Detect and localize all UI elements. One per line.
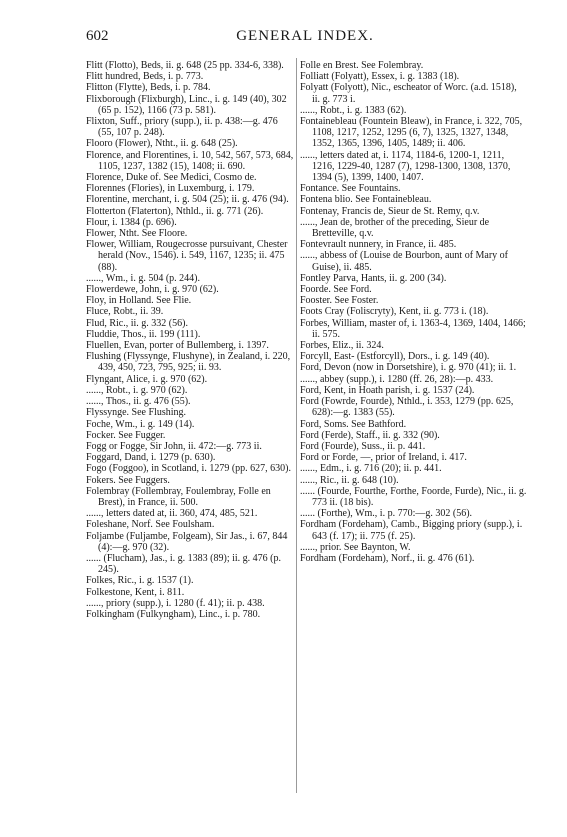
index-entry: Fontance. See Fountains.	[300, 183, 401, 195]
right-column	[300, 60, 527, 564]
index-entry: ......, Thos., ii. g. 476 (55).	[86, 396, 191, 408]
index-entry: Flowerdewe, John, i. g. 970 (62).	[86, 284, 219, 296]
index-entry: Flour, i. 1384 (p. 696).	[86, 216, 177, 228]
index-entry: Folle en Brest. See Folembray.	[300, 60, 424, 71]
index-entry: Flud, Ric., ii. g. 332 (56).	[86, 317, 188, 329]
index-entry: Ford, Kent, in Hoath parish, i. g. 1537 (24).	[300, 384, 475, 396]
index-entry: Forbes, Eliz., ii. 324.	[300, 340, 384, 352]
index-entry: ......, Ric., ii. g. 648 (10).	[300, 474, 399, 486]
index-entry: Ford (Fowrde, Fourde), Nthld., i. 353, 1279 (pp. 625, 628):—g. 1383 (55).	[300, 396, 514, 419]
index-entry: Fluddie, Thos., ii. 199 (111).	[86, 328, 201, 340]
index-entry: Foleshane, Norf. See Foulsham.	[86, 519, 215, 531]
index-entry: Flooro (Flower), Ntht., ii. g. 648 (25).	[86, 138, 238, 150]
index-entry: Folkes, Ric., i. g. 1537 (1).	[86, 575, 194, 587]
index-entry: Foggard, Dand, i. 1279 (p. 630).	[86, 452, 216, 464]
index-entry: Flyssynge. See Flushing.	[86, 407, 187, 419]
index-entry: ......, Robt., i. g. 970 (62).	[86, 384, 188, 396]
index-entry: ......, abbey (supp.), i. 1280 (ff. 26, 28):—p. 433.	[300, 373, 494, 385]
index-entry: Foots Cray (Foliscryty), Kent, ii. g. 773 i. (18).	[300, 306, 489, 318]
index-entry: Florence, and Florentines, i. 10, 542, 567, 573, 684, 1105, 1237, 1382 (15), 1408; ii. 690.	[86, 149, 294, 172]
index-entry: Flushing (Flyssynge, Flushyne), in Zealand, i. 220, 439, 450, 723, 795, 925; ii. 93.	[86, 351, 291, 374]
index-entry: Foorde. See Ford.	[300, 284, 372, 296]
index-entry: Ford, Soms. See Bathford.	[300, 418, 407, 430]
index-entry: ...... (Forthe), Wm., i. p. 770:—g. 302 (56).	[300, 508, 473, 520]
index-entry: Flixton, Suff., priory (supp.), ii. p. 438:—g. 476 (55, 107 p. 248).	[86, 116, 278, 139]
page-header	[86, 28, 524, 46]
index-entry: Flitton (Flytte), Beds, i. p. 784.	[86, 82, 211, 94]
index-entry: Ford, Devon (now in Dorsetshire), i. g. 970 (41); ii. 1.	[300, 362, 517, 374]
index-entry: Folyatt (Folyott), Nic., escheator of Worc. (a.d. 1518), ii. g. 773 i.	[300, 82, 517, 105]
index-entry: ......, letters dated at, i. 1174, 1184-6, 1200-1, 1211, 1216, 1229-40, 1287 (7), 1298-1300, 1308, 1370, 1394 (5), 1399, 1400, 1407.	[300, 149, 511, 184]
index-entry: Folkestone, Kent, i. 811.	[86, 586, 185, 598]
left-column	[86, 60, 296, 620]
index-entry: Flitt (Flotto), Beds, ii. g. 648 (25 pp. 334-6, 338).	[86, 60, 284, 71]
index-entry: Folembray (Follembray, Foulembray, Folle en Brest), in France, ii. 500.	[86, 485, 271, 508]
index-entry: ...... (Flucham), Jas., i. g. 1383 (89); ii. g. 476 (p. 245).	[86, 552, 281, 576]
index-entry: Folliatt (Folyatt), Essex, i. g. 1383 (18).	[300, 71, 460, 83]
index-entry: Fordham (Fordeham), Norf., ii. g. 476 (61).	[300, 552, 475, 564]
index-entry: Fontenay, Francis de, Sieur de St. Remy, q.v.	[300, 205, 480, 217]
index-entry: ......, Robt., i. g. 1383 (62).	[300, 104, 407, 116]
index-entry: Ford (Ferde), Staff., ii. g. 332 (90).	[300, 429, 440, 441]
index-entry: Focker. See Fugger.	[86, 429, 166, 441]
index-entry: Forbes, William, master of, i. 1363-4, 1369, 1404, 1466; ii. 575.	[300, 317, 526, 340]
index-entry: Fordham (Fordeham), Camb., Bigging priory (supp.), i. 643 (f. 17); ii. 775 (f. 25).	[300, 519, 523, 542]
index-entry: Fogg or Fogge, Sir John, ii. 472:—g. 773 ii.	[86, 440, 262, 452]
index-entry: ......, letters dated at, ii. 360, 474, 485, 521.	[86, 508, 258, 520]
index-entry: Fontena blio. See Fontainebleau.	[300, 194, 432, 206]
index-entry: Flyngant, Alice, i. g. 970 (62).	[86, 373, 208, 385]
index-entry: Florennes (Flories), in Luxemburg, i. 179.	[86, 183, 255, 195]
index-entry: Fontainebleau (Fountein Bleaw), in France, i. 322, 705, 1108, 1217, 1252, 1295 (6, 7), 1325, 1327, 1348, 1352, 1365, 1396, 1405, 1489; ii. 406.	[300, 116, 523, 150]
index-entry: Ford or Forde, —, prior of Ireland, i. 417.	[300, 452, 467, 464]
page-number: 602	[86, 28, 109, 44]
index-entry: Fooster. See Foster.	[300, 295, 379, 307]
page-title: GENERAL INDEX.	[236, 28, 374, 44]
index-entry: Florence, Duke of. See Medici, Cosmo de.	[86, 172, 257, 184]
index-entry: Floy, in Holland. See Flie.	[86, 295, 192, 307]
index-entry: Flower, William, Rougecrosse pursuivant, Chester herald (Nov., 1546). i. 549, 1167, 1235; ii. 475 (88).	[86, 239, 288, 273]
index-entry: Fontley Parva, Hants, ii. g. 200 (34).	[300, 272, 447, 284]
index-entry: ......, abbess of (Louise de Bourbon, aunt of Mary of Guise), ii. 485.	[300, 250, 509, 273]
index-entry: ...... (Fourde, Fourthe, Forthe, Foorde, Furde), Nic., ii. g. 773 ii. (18 bis).	[300, 485, 527, 508]
index-entry: Flixborough (Flixburgh), Linc., i. g. 149 (40), 302 (65 p. 152), 1166 (73 p. 581).	[86, 93, 287, 116]
index-entry: Fluellen, Evan, porter of Bullemberg, i. 1397.	[86, 340, 269, 352]
index-entry: Ford (Fourde), Suss., ii. p. 441.	[300, 440, 426, 452]
index-entry: Florentine, merchant, i. g. 504 (25); ii. g. 476 (94).	[86, 194, 289, 206]
index-entry: ......, Edm., i. g. 716 (20); ii. p. 441.	[300, 463, 442, 475]
column-divider	[296, 58, 297, 793]
index-entry: Foljambe (Fuljambe, Folgeam), Sir Jas., i. 67, 844 (4):—g. 970 (32).	[86, 530, 288, 553]
index-entry: Folkingham (Fulkyngham), Linc., i. p. 780.	[86, 608, 261, 620]
index-entry: ......, Jean de, brother of the preceding, Sieur de Bretteville, q.v.	[300, 216, 490, 240]
index-entry: ......, priory (supp.), i. 1280 (f. 41); ii. p. 438.	[86, 597, 265, 609]
index-entry: ......, prior. See Baynton, W.	[300, 541, 411, 553]
index-entry: Fontevrault nunnery, in France, ii. 485.	[300, 239, 457, 251]
index-entry: Fluce, Robt., ii. 39.	[86, 306, 164, 318]
index-entry: Fogo (Foggoo), in Scotland, i. 1279 (pp. 627, 630).	[86, 463, 291, 475]
index-entry: Forcyll, East- (Estforcyll), Dors., i. g. 149 (40).	[300, 351, 490, 363]
index-entry: ......, Wm., i. g. 504 (p. 244).	[86, 272, 200, 284]
index-entry: Fokers. See Fuggers.	[86, 474, 170, 486]
index-entry: Foche, Wm., i. g. 149 (14).	[86, 418, 195, 430]
index-entry: Flower, Ntht. See Floore.	[86, 228, 188, 240]
index-entry: Flotterton (Flaterton), Nthld., ii. g. 771 (26).	[86, 205, 264, 217]
index-entry: Flitt hundred, Beds, i. p. 773.	[86, 71, 204, 83]
